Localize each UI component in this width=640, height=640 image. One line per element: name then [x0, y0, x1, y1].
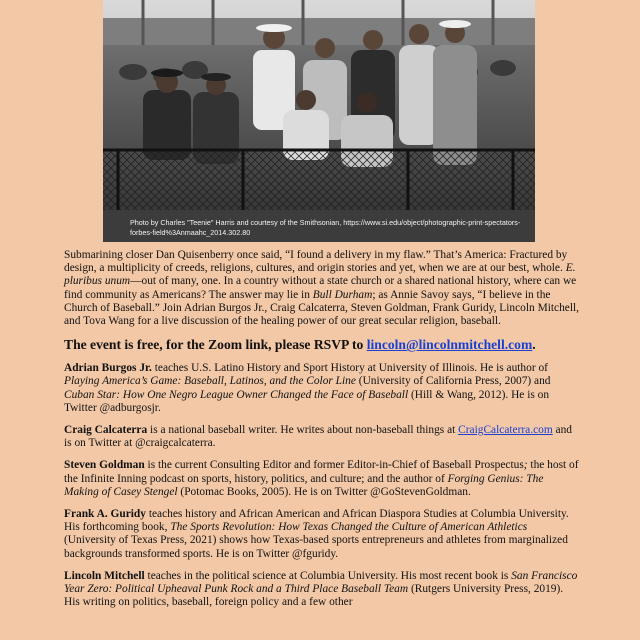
bio-burgos — [64, 362, 579, 415]
bio-text: is the current Consulting Editor and former Editor-in-Chief of Baseball Prospectus — [144, 459, 524, 472]
bio-name: Steven Goldman — [64, 459, 145, 472]
bio-text: ; — [523, 459, 528, 472]
bio-mitchell — [64, 570, 579, 610]
bio-text: (Rutgers University Press, 2019). His writing on politics, baseball, foreign policy and a few other — [64, 583, 564, 609]
book-title: Forging Genius: The Making of Casey Stengel — [64, 472, 544, 498]
bio-text: is a national baseball writer. He writes about non-baseball things at — [147, 424, 459, 437]
bio-text: teaches U.S. Latino History and Sport History at University of Illinois. He is author of — [151, 362, 548, 375]
intro-paragraph — [64, 249, 579, 328]
bio-calcaterra — [64, 424, 579, 450]
bio-text: (Hill & Wang, 2012). He is on Twitter @adburgosjr. — [64, 388, 550, 414]
book-title: Playing America’s Game: Baseball, Latinos, and the Color Line — [64, 375, 356, 388]
bio-text: (University of California Press, 2007) and — [355, 375, 551, 388]
bio-name: Frank A. Guridy — [64, 508, 146, 521]
intro-text: —out of many, one. In a country without a state church or a shared national history, where can we find community as Americans? The answer may lie in — [64, 275, 577, 301]
bio-text: (University of Texas Press, 2021) shows how Texas-based sports entrepreneurs and athletes from marginalized backgrounds transformed sports. He is on Twitter @fguridy. — [64, 534, 568, 560]
intro-text: ; as Annie Savoy says, “I believe in the Church of Baseball.” Join Adrian Burgos Jr., Craig Calcaterra, Steven Goldman, Frank Guridy, Lincoln Mitchell, and Tova Wang for a live discussion of the healing power of our great secular religion, baseball. — [64, 288, 580, 328]
calcaterra-website-link[interactable]: CraigCalcaterra.com — [458, 424, 553, 437]
bio-text: teaches history and African American and African Diaspora Studies at Columbia University. His forthcoming book, — [64, 508, 569, 534]
bio-text: the host of the Infinite Inning podcast on sports, history, politics, and culture; and the author of — [64, 459, 579, 485]
bio-text: and is on Twitter at @craigcalcaterra. — [64, 424, 572, 450]
bio-name: Craig Calcaterra — [64, 424, 148, 437]
rsvp-end: . — [532, 337, 536, 353]
event-description — [64, 249, 579, 618]
bio-name: Lincoln Mitchell — [64, 569, 145, 582]
bio-guridy — [64, 508, 579, 561]
rsvp-email-link[interactable]: lincoln@lincolnmitchell.com — [366, 337, 533, 353]
bio-name: Adrian Burgos Jr. — [64, 362, 152, 375]
bio-goldman — [64, 459, 579, 499]
book-title: San Francisco Year Zero: Political Upheaval Punk Rock and a Third Place Baseball Team — [64, 569, 578, 596]
photo-caption: Photo by Charles "Teenie" Harris and courtesy of the Smithsonian, https://www.si.edu/object/photographic-print-spectators-forbes-field%3Anmaahc_2014.302.80 — [130, 218, 521, 237]
intro-text: Submarining closer Dan Quisenberry once said, “I found a delivery in my flaw.” That’s America: Fractured by design, a multiplicity of creeds, religions, cultures, and origin stories and yet, when we are at our best, whole. — [64, 249, 568, 275]
bio-text: (Potomac Books, 2005). He is on Twitter @GoStevenGoldman. — [177, 485, 471, 498]
bio-text: teaches in the political science at Columbia University. His most recent book is — [144, 569, 512, 582]
motto: E. pluribus unum — [64, 262, 576, 288]
rsvp-text: The event is free, for the Zoom link, please RSVP to — [64, 337, 367, 353]
rsvp-line — [64, 337, 579, 353]
event-photo — [103, 0, 535, 242]
book-title: Cuban Star: How One Negro League Owner Changed the Face of Baseball — [64, 388, 409, 401]
spectators-photo-illustration — [103, 0, 535, 242]
film-title: Bull Durham — [312, 288, 373, 301]
book-title: The Sports Revolution: How Texas Changed the Culture of American Athletics — [170, 521, 528, 534]
